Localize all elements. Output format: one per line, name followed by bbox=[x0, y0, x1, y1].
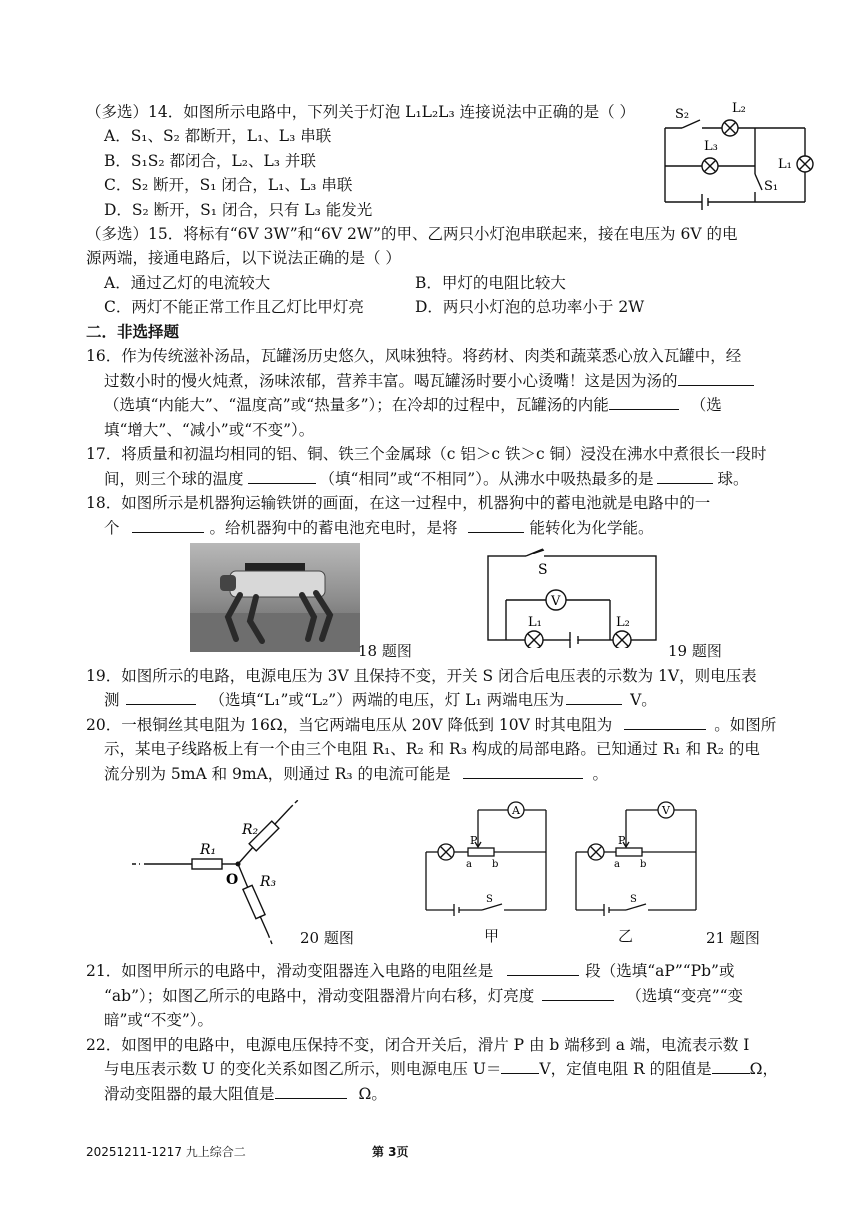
q18-line-1: 18．如图所示是机器狗运输铁饼的画面，在这一过程中，机器狗中的蓄电池就是电路中的一 bbox=[86, 494, 711, 512]
q21-line-1 bbox=[86, 961, 734, 981]
q21-yi-voltmeter-label: V bbox=[662, 804, 670, 817]
q22-blank-3[interactable] bbox=[275, 1084, 347, 1099]
q19-blank-2[interactable] bbox=[566, 690, 622, 705]
q17-blank-2[interactable] bbox=[657, 469, 713, 484]
q17-line-2-mid: （填“相同”或“不相同”）。从沸水中吸热最多的是 bbox=[319, 470, 654, 488]
q22-line-2-text: 与电压表示数 U 的变化关系如图乙所示，则电源电压 U＝ bbox=[104, 1060, 502, 1078]
q16-line-1: 16．作为传统滋补汤品，瓦罐汤历史悠久，风味独特。将药材、肉类和蔬菜悉心放入瓦罐中，经 bbox=[86, 347, 742, 365]
q16-line-2 bbox=[104, 371, 754, 391]
q16-line-3-tail: （选 bbox=[690, 396, 722, 414]
q19-line-2-mid: （选填“L₁”或“L₂”）两端的电压，灯 L₁ 两端电压为 bbox=[209, 691, 565, 709]
q16-blank-1[interactable] bbox=[678, 371, 754, 386]
q15-option-b: B．甲灯的电阻比较大 bbox=[415, 274, 566, 292]
q21-circuit-jia bbox=[420, 800, 560, 918]
q14-option-b: B．S₁S₂ 都闭合，L₂、L₃ 并联 bbox=[104, 152, 316, 170]
q20-resistor-figure bbox=[130, 800, 310, 945]
q14-fig-s1-label: S₁ bbox=[764, 179, 779, 194]
q14-option-c: C．S₂ 断开，S₁ 闭合，L₁、L₃ 串联 bbox=[104, 176, 353, 194]
q20-line-3-tail: 。 bbox=[592, 765, 609, 783]
q16-line-3 bbox=[104, 395, 722, 415]
q21-line-1-text: 21．如图甲所示的电路中，滑动变阻器连入电路的电阻丝是 bbox=[86, 962, 494, 980]
q17-line-2-tail: 球。 bbox=[717, 470, 749, 488]
q19-fig-s-label: S bbox=[538, 562, 548, 578]
q14-option-d: D．S₂ 断开，S₁ 闭合，只有 L₃ 能发光 bbox=[104, 201, 373, 219]
q17-blank-1[interactable] bbox=[248, 469, 316, 484]
q22-line-2-tail: Ω， bbox=[749, 1060, 778, 1078]
q14-fig-l1-label: L₁ bbox=[778, 157, 792, 172]
q20-fig-o-label: O bbox=[226, 872, 239, 888]
q20-line-1-tail: 。如图所 bbox=[714, 716, 777, 734]
q21-line-1-tail: 段（选填“aP”“Pb”或 bbox=[585, 962, 735, 980]
q20-line-3-text: 流分别为 5mA 和 9mA，则通过 R₃ 的电流可能是 bbox=[104, 765, 451, 783]
q18-line-2-tail: 能转化为化学能。 bbox=[529, 519, 654, 537]
q22-blank-2[interactable] bbox=[712, 1059, 750, 1074]
q21-yi-caption: 乙 bbox=[618, 927, 634, 945]
q17-line-2 bbox=[104, 469, 748, 489]
q21-circuit-yi bbox=[570, 800, 710, 918]
q22-line-2 bbox=[104, 1059, 778, 1079]
q20-line-1-text: 20．一根铜丝其电阻为 16Ω，当它两端电压从 20V 降低到 10V 时其电阻为 bbox=[86, 716, 613, 734]
q18-blank-1[interactable] bbox=[132, 518, 204, 533]
q20-fig-r3-label: R₃ bbox=[260, 874, 277, 890]
q18-line-2-text: 个 bbox=[104, 519, 120, 537]
q21-yi-a-label: a bbox=[614, 859, 620, 870]
q19-circuit-figure bbox=[486, 544, 666, 648]
q21-jia-caption: 甲 bbox=[484, 927, 500, 945]
q19-fig-l2-label: L₂ bbox=[616, 615, 630, 630]
q22-line-3-tail: Ω。 bbox=[358, 1085, 387, 1103]
q21-line-2-tail: （选填“变亮”“变 bbox=[626, 987, 744, 1005]
q14-circuit-figure bbox=[660, 98, 820, 218]
q20-line-1 bbox=[86, 715, 776, 735]
q20-blank-1[interactable] bbox=[624, 715, 706, 730]
q19-blank-1[interactable] bbox=[126, 690, 196, 705]
q21-blank-1[interactable] bbox=[507, 961, 579, 976]
q14-option-a: A．S₁、S₂ 都断开，L₁、L₃ 串联 bbox=[104, 127, 332, 145]
q20-line-3 bbox=[104, 764, 608, 784]
fig21-caption: 21 题图 bbox=[706, 929, 760, 947]
q21-line-2-text: “ab”）；如图乙所示的电路中，滑动变阻器滑片向右移，灯亮度 bbox=[104, 987, 535, 1005]
q22-line-3 bbox=[104, 1084, 387, 1104]
q14-fig-l2-label: L₂ bbox=[732, 101, 746, 116]
q21-jia-ammeter-label: A bbox=[512, 804, 520, 817]
q18-line-2-mid: 。给机器狗中的蓄电池充电时，是将 bbox=[209, 519, 458, 537]
fig19-caption: 19 题图 bbox=[668, 642, 722, 660]
robot-dog-photo bbox=[190, 543, 360, 652]
q21-jia-s-label: S bbox=[486, 894, 493, 905]
q18-line-2 bbox=[104, 518, 654, 538]
q15-option-a: A．通过乙灯的电流较大 bbox=[104, 274, 271, 292]
q21-yi-p-label: P bbox=[618, 834, 626, 847]
q14-fig-l3-label: L₃ bbox=[704, 139, 718, 154]
q15-option-c: C．两灯不能正常工作且乙灯比甲灯亮 bbox=[104, 298, 364, 316]
q15-line-2: 源两端，接通电路后，以下说法正确的是（ ） bbox=[86, 249, 401, 267]
q17-line-1: 17．将质量和初温均相同的铝、铜、铁三个金属球（c 铝＞c 铁＞c 铜）浸没在沸水中煮很长一段时 bbox=[86, 445, 767, 463]
q21-yi-b-label: b bbox=[640, 859, 647, 870]
q21-line-3: 暗”或“不变”）。 bbox=[104, 1011, 214, 1029]
q19-fig-v-label: V bbox=[551, 594, 561, 609]
q22-line-3-text: 滑动变阻器的最大阻值是 bbox=[104, 1085, 275, 1103]
q19-line-2 bbox=[104, 690, 657, 710]
q16-line-2-text: 过数小时的慢火炖煮，汤味浓郁，营养丰富。喝瓦罐汤时要小心烫嘴！这是因为汤的 bbox=[104, 372, 678, 390]
q19-line-2-tail: V。 bbox=[630, 691, 657, 709]
q15-line-1: （多选）15．将标有“6V 3W”和“6V 2W”的甲、乙两只小灯泡串联起来，接在电压为 6V 的电 bbox=[86, 225, 738, 243]
q16-line-4: 填“增大”、“减小”或“不变”）。 bbox=[104, 421, 315, 439]
q21-blank-2[interactable] bbox=[542, 986, 614, 1001]
q21-jia-b-label: b bbox=[492, 859, 499, 870]
q20-blank-2[interactable] bbox=[463, 764, 583, 779]
q21-jia-p-label: P bbox=[470, 834, 478, 847]
q18-blank-2[interactable] bbox=[468, 518, 524, 533]
footer-exam-code: 20251211-1217 九上综合二 bbox=[86, 1145, 246, 1159]
q17-line-2-text: 间，则三个球的温度 bbox=[104, 470, 244, 488]
q22-blank-1[interactable] bbox=[501, 1059, 539, 1074]
q20-line-2: 示，某电子线路板上有一个由三个电阻 R₁、R₂ 和 R₃ 构成的局部电路。已知通过 R₁ 和 R₂ 的电 bbox=[104, 740, 760, 758]
q16-line-3-text: （选填“内能大”、“温度高”或“热量多”）；在冷却的过程中，瓦罐汤的内能 bbox=[104, 396, 609, 414]
q14-stem: （多选）14．如图所示电路中，下列关于灯泡 L₁L₂L₃ 连接说法中正确的是（ ） bbox=[86, 103, 636, 121]
q20-fig-r1-label: R₁ bbox=[200, 842, 217, 858]
q22-line-2-mid: V，定值电阻 R 的阻值是 bbox=[539, 1060, 712, 1078]
q16-blank-2[interactable] bbox=[609, 395, 679, 410]
footer-page-number: 第 3页 bbox=[372, 1145, 409, 1159]
q21-yi-s-label: S bbox=[630, 894, 637, 905]
q14-fig-s2-label: S₂ bbox=[675, 107, 690, 122]
fig18-caption: 18 题图 bbox=[358, 642, 412, 660]
q21-jia-a-label: a bbox=[466, 859, 472, 870]
q20-fig-r2-label: R₂ bbox=[242, 822, 259, 838]
q15-option-d: D．两只小灯泡的总功率小于 2W bbox=[415, 298, 645, 316]
section-heading: 二．非选择题 bbox=[86, 322, 180, 341]
q19-line-1: 19．如图所示的电路，电源电压为 3V 且保持不变，开关 S 闭合后电压表的示数为 1V，则电压表 bbox=[86, 667, 757, 685]
fig20-caption: 20 题图 bbox=[300, 929, 354, 947]
q21-line-2 bbox=[104, 986, 743, 1006]
q19-fig-l1-label: L₁ bbox=[528, 615, 542, 630]
q22-line-1: 22．如图甲的电路中，电源电压保持不变，闭合开关后，滑片 P 由 b 端移到 a 端，电流表示数 I bbox=[86, 1036, 750, 1054]
q19-line-2-text: 测 bbox=[104, 691, 120, 709]
